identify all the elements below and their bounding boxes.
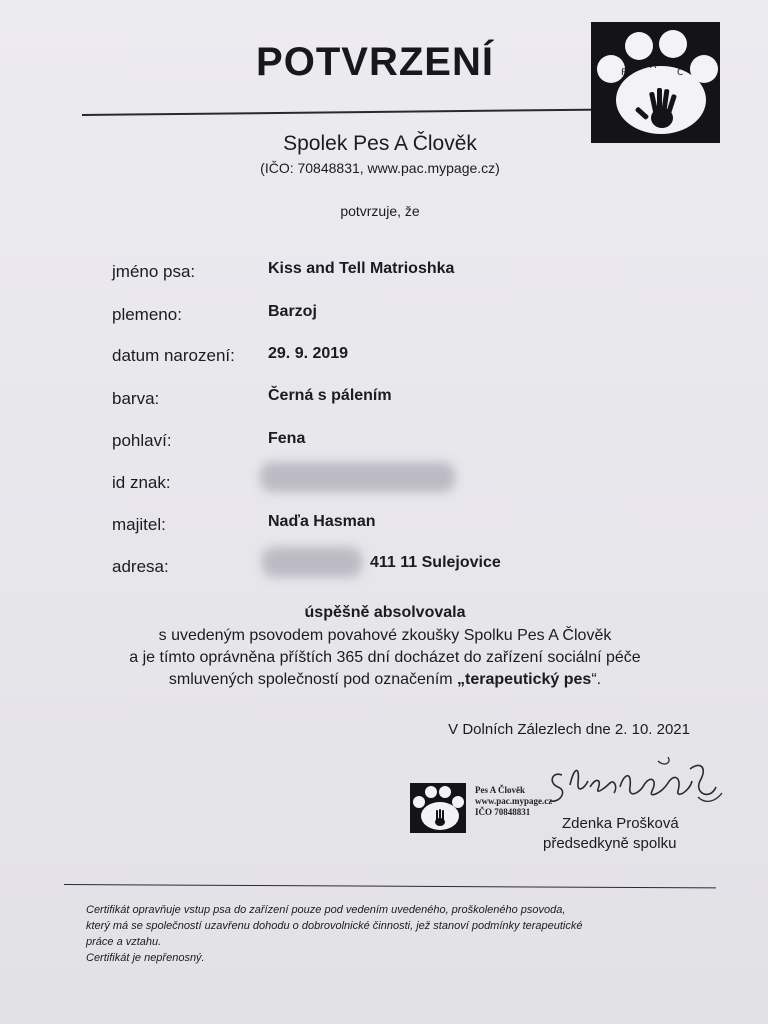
body-line-3: a je tímto oprávněna příštích 365 dní docházet do zařízení sociální péče (129, 649, 641, 666)
confirm-text: potvrzuje, že (340, 203, 420, 219)
stamp-line-1: Pes A Člověk (475, 785, 526, 795)
signer-role: předsedkyně spolku (543, 835, 677, 852)
color-value: Černá s pálením (268, 387, 392, 404)
signer-name: Zdenka Prošková (562, 815, 679, 832)
breed-label: plemeno: (112, 305, 182, 324)
owner-value: Naďa Hasman (268, 513, 376, 530)
footer-divider (64, 884, 716, 888)
logo-letter-p: P (621, 68, 627, 78)
address-label: adresa: (112, 557, 169, 576)
footnote-line-4: Certifikát je nepřenosný. (86, 952, 205, 964)
birth-date-label: datum narození: (112, 346, 235, 365)
body-line-4-text: smluvených společností pod označením (168, 671, 458, 688)
color-label: barva: (112, 389, 160, 408)
organization-name: Spolek Pes A Člověk (283, 132, 477, 155)
pac-logo (591, 22, 720, 143)
footnote-line-2: který má se společností uzavřenu dohodu o dobrovolnické činnosti, jež stanoví podmínky terapeutické (86, 920, 583, 932)
paw-logo-icon (591, 22, 720, 143)
logo-letter-c: C (677, 68, 684, 78)
breed-value: Barzoj (268, 303, 317, 320)
organization-ids: (IČO: 70848831, www.pac.mypage.cz) (260, 160, 500, 176)
therapy-dog-term: „terapeutický pes (457, 671, 592, 688)
handwritten-signature (540, 757, 725, 817)
id-mark-label: id znak: (112, 473, 171, 492)
dog-name-value: Kiss and Tell Matrioshka (268, 260, 455, 277)
owner-label: majitel: (112, 515, 166, 534)
dog-name-label: jméno psa: (112, 262, 196, 281)
sex-value: Fena (268, 430, 306, 447)
footnote-line-3: práce a vztahu. (86, 936, 162, 948)
passed-text: úspěšně absolvovala (304, 604, 466, 621)
footnote-line-1: Certifikát opravňuje vstup psa do zařízení pouze pod vedením uvedeného, proškoleného psovoda, (86, 904, 566, 916)
body-line-4-end: “. (591, 671, 602, 688)
logo-letter-a: A (650, 61, 657, 71)
birth-date-value: 29. 9. 2019 (268, 345, 349, 362)
stamp-logo (410, 783, 466, 833)
id-mark-redacted (260, 462, 455, 492)
stamp-paw-icon (410, 783, 466, 833)
place-and-date: V Dolních Zálezlech dne 2. 10. 2021 (448, 721, 690, 738)
address-value: 411 11 Sulejovice (370, 554, 501, 571)
document-title: POTVRZENÍ (256, 40, 494, 84)
body-line-4 (60, 671, 710, 689)
title-divider (82, 109, 600, 116)
address-redacted (262, 547, 362, 577)
stamp-line-3: IČO 70848831 (475, 807, 531, 817)
stamp-line-2: www.pac.mypage.cz (475, 796, 553, 806)
body-line-2: s uvedeným psovodem povahové zkoušky Spolku Pes A Člověk (158, 627, 612, 644)
sex-label: pohlaví: (112, 431, 172, 450)
